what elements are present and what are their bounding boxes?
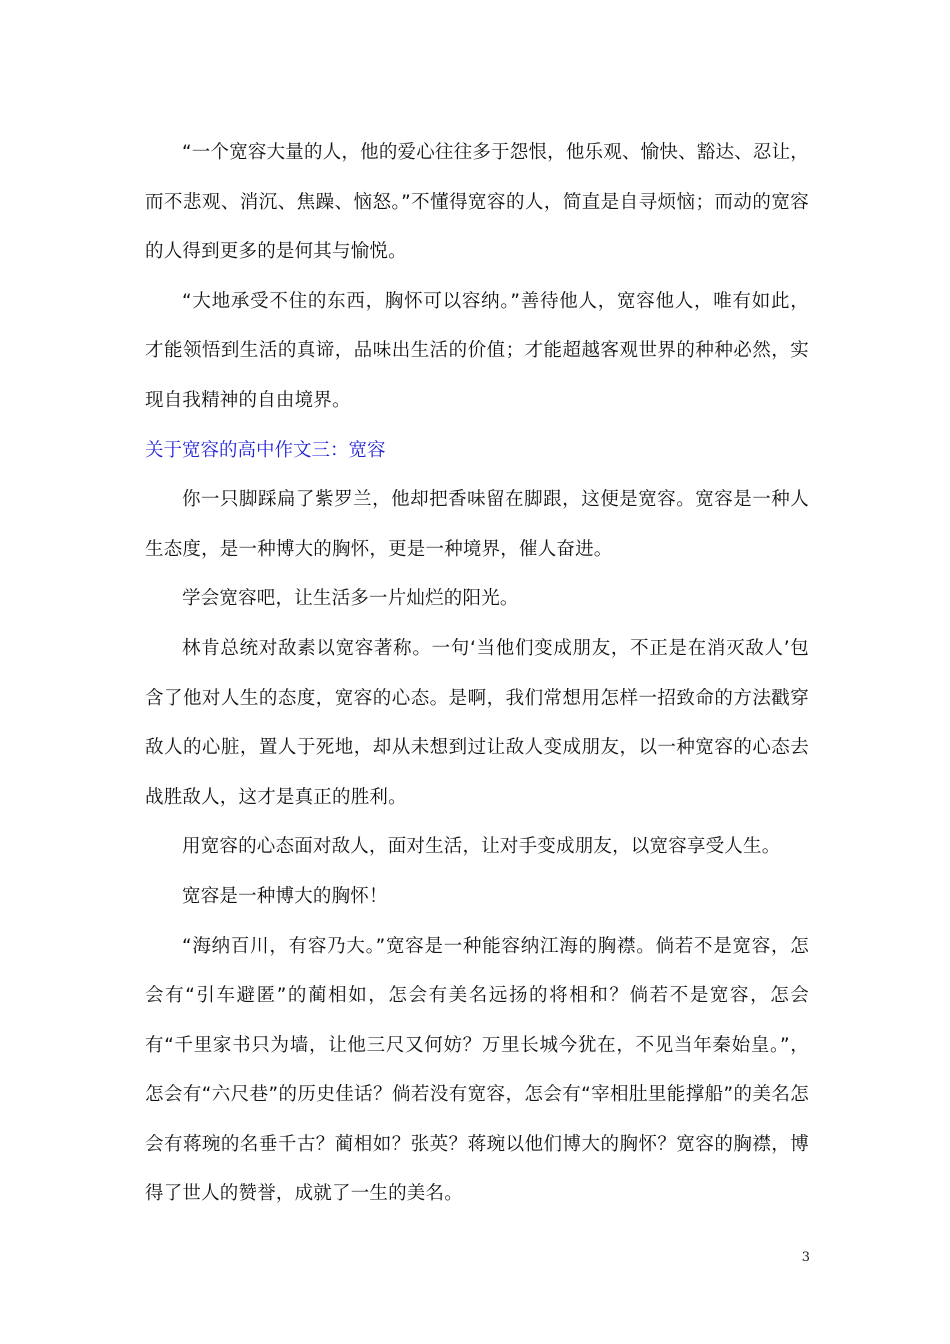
paragraph: “海纳百川，有容乃大。”宽容是一种能容纳江海的胸襟。倘若不是宽容，怎会有“引车避匿”的蔺相如，怎会有美名远扬的将相和？倘若不是宽容，怎会有“千里家书只为墙，让他三尺又何妨？万里长城今犹在，不见当年秦始皇。”，怎会有“六尺巷”的历史佳话？倘若没有宽容，怎会有“宰相肚里能撑船”的美名怎会有蒋琬的名垂千古？蔺相如？张英？蒋琬以他们博大的胸怀？宽容的胸襟，博得了世人的赞誉，成就了一生的美名。	[145, 935, 809, 1205]
document-body	[145, 128, 809, 1219]
paragraph: “大地承受不住的东西，胸怀可以容纳。”善待他人，宽容他人，唯有如此，才能领悟到生活的真谛，品味出生活的价值；才能超越客观世界的种种必然，实现自我精神的自由境界。	[145, 290, 809, 411]
page-number: 3	[801, 1250, 810, 1265]
paragraph: 学会宽容吧，让生活多一片灿烂的阳光。	[182, 588, 519, 610]
paragraph: “一个宽容大量的人，他的爱心往往多于怨恨，他乐观、愉快、豁达、忍让，而不悲观、消沉、焦躁、恼怒。”不懂得宽容的人，简直是自寻烦恼；而动的宽容的人得到更多的是何其与愉悦。	[145, 142, 809, 263]
paragraph: 宽容是一种博大的胸怀！	[182, 885, 388, 907]
section-heading: 关于宽容的高中作文三：宽容	[145, 439, 386, 461]
paragraph: 用宽容的心态面对敌人，面对生活，让对手变成朋友，以宽容享受人生。	[182, 836, 781, 858]
paragraph: 林肯总统对敌素以宽容著称。一句‘当他们变成朋友，不正是在消灭敌人’包含了他对人生的态度，宽容的心态。是啊，我们常想用怎样一招致命的方法戳穿敌人的心脏，置人于死地，却从未想到过让敌人变成朋友，以一种宽容的心态去战胜敌人，这才是真正的胜利。	[145, 637, 809, 808]
paragraph: 你一只脚踩扁了紫罗兰，他却把香味留在脚跟，这便是宽容。宽容是一种人生态度，是一种博大的胸怀，更是一种境界，催人奋进。	[145, 489, 809, 560]
